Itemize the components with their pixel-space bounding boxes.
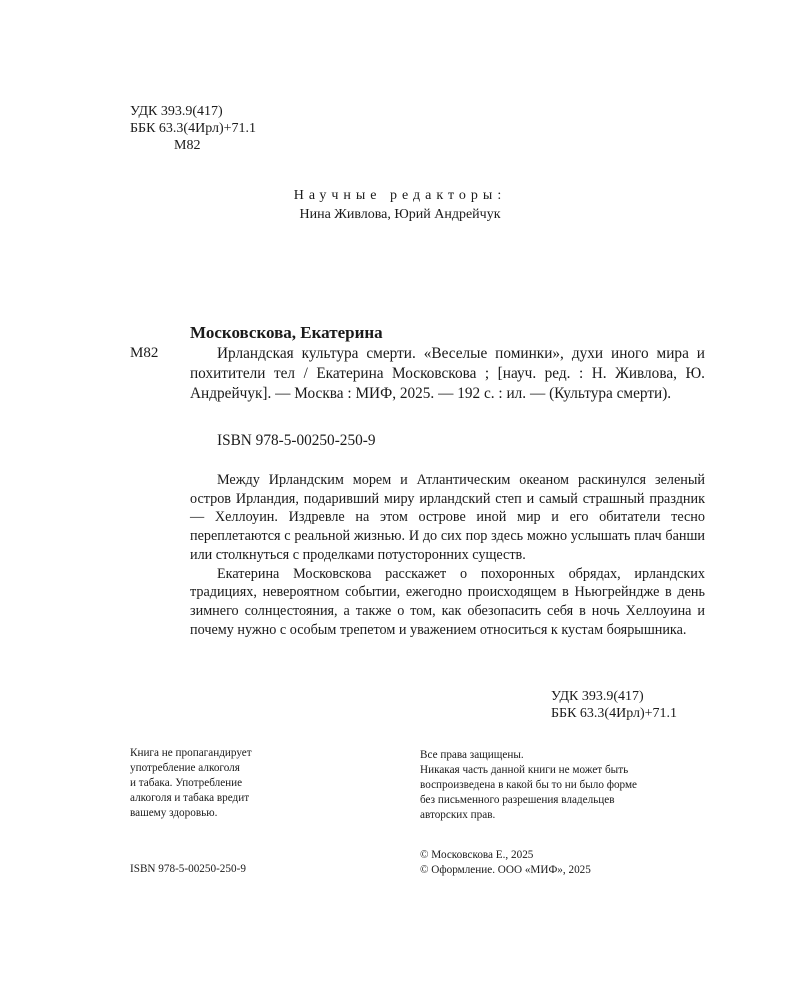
notice-line: алкоголя и табака вредит <box>130 792 250 804</box>
editors-heading: Научные редакторы: <box>293 188 507 203</box>
alcohol-notice <box>130 746 320 821</box>
record-author-mark: М82 <box>130 345 159 361</box>
annotation-paragraph: Екатерина Московскова расскажет о похоронных обрядах, ирландских традициях, невероятном событии, ежегодно происходящем в Ньюгрейндже в день зимнего солнцестояния, а также о том, как обезопасить себя в ночь Хеллоуина и почему нужно с особым трепетом и уважением относиться к кустам боярышника. <box>190 565 705 638</box>
copyright-design: © Оформление. ООО «МИФ», 2025 <box>420 864 591 876</box>
annotation <box>190 471 705 639</box>
classification-codes-top <box>130 103 256 154</box>
udk-code: УДК 393.9(417) <box>130 104 223 119</box>
copyright-block <box>420 848 591 878</box>
notice-line: Книга не пропагандирует <box>130 747 252 759</box>
bbk-code: ББК 63.3(4Ирл)+71.1 <box>551 706 678 721</box>
notice-line: Все права защищены. <box>420 749 524 761</box>
footer-isbn: ISBN 978-5-00250-250-9 <box>130 863 246 875</box>
bibliographic-description: Ирландская культура смерти. «Веселые поминки», духи иного мира и похитители тел / Екатерина Московскова ; [науч. ред. : Н. Живлова, Ю. Андрейчук]. — Москва : МИФ, 2025. — 192 с. : ил. — (Культура смерти). <box>190 345 705 402</box>
notice-line: употребление алкоголя <box>130 762 240 774</box>
rights-notice <box>420 748 720 823</box>
record-author: Московскова, Екатерина <box>190 323 383 342</box>
notice-line: авторских прав. <box>420 809 496 821</box>
classification-codes-bottom <box>551 688 677 722</box>
bbk-code: ББК 63.3(4Ирл)+71.1 <box>130 121 257 136</box>
notice-line: воспроизведена в какой бы то ни было форме <box>420 779 638 791</box>
scientific-editors <box>0 186 800 224</box>
udk-code: УДК 393.9(417) <box>551 689 644 704</box>
notice-line: вашему здоровью. <box>130 807 218 819</box>
notice-line: Никакая часть данной книги не может быть <box>420 764 629 776</box>
copyright-author: © Московскова Е., 2025 <box>420 849 534 861</box>
annotation-paragraph: Между Ирландским морем и Атлантическим океаном раскинулся зеленый остров Ирландия, подаривший миру ирландский степ и самый страшный праздник — Хеллоуин. Издревле на этом острове иной мир и его обитатели тесно переплетаются с реальной жизнью. И до сих пор здесь можно услышать плач банши или столкнуться с проделками потусторонних существ. <box>190 472 705 563</box>
record-isbn: ISBN 978-5-00250-250-9 <box>217 432 376 449</box>
notice-line: без письменного разрешения владельцев <box>420 794 615 806</box>
editors-names: Нина Живлова, Юрий Андрейчук <box>299 207 501 222</box>
notice-line: и табака. Употребление <box>130 777 243 789</box>
author-mark: М82 <box>174 138 201 153</box>
